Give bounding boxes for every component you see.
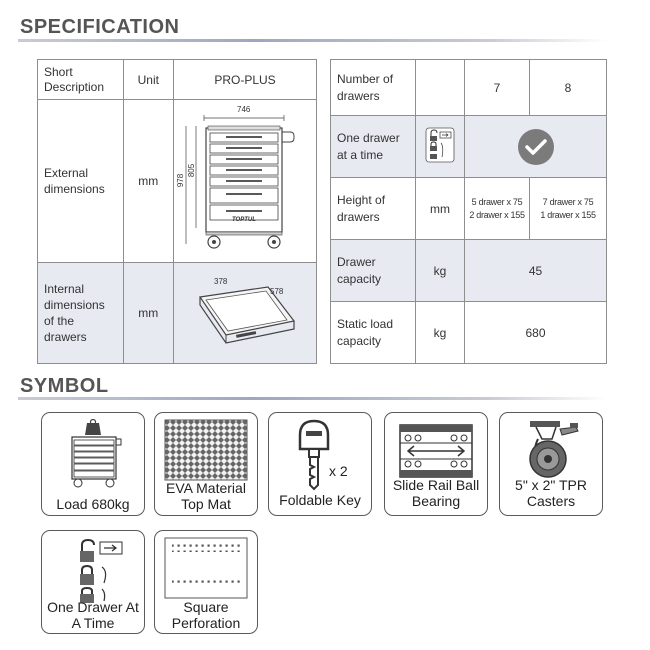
- symbol-eva-mat: [154, 412, 258, 516]
- static-load-label: Static load capacity: [331, 302, 416, 364]
- table-row-internal: [38, 263, 317, 364]
- internal-dimensions-label: Internal dimensions of the drawers: [38, 263, 124, 364]
- row-static-load: [331, 302, 607, 364]
- spec-table-right: [330, 59, 607, 364]
- symbol-casters-line2: Casters: [526, 493, 576, 509]
- height-body-dimension: 805: [187, 163, 197, 178]
- symbol-eva-line2: Top Mat: [181, 496, 231, 512]
- height-8-line2: 1 drawer x 155: [540, 209, 596, 220]
- cabinet-drawing: [174, 106, 316, 256]
- number-of-drawers-label: Number of drawers: [331, 60, 416, 116]
- drawer-lock-icon: [425, 127, 455, 163]
- drawer-capacity-unit: kg: [416, 240, 465, 302]
- row-number-of-drawers: [331, 60, 607, 116]
- table-header-row: [38, 60, 317, 100]
- symbol-one-drawer-line2: A Time: [71, 615, 115, 631]
- cabinet-drawing-cell: [174, 100, 317, 263]
- slide-rail-bearing-icon: [396, 423, 476, 479]
- number-of-drawers-8: 8: [530, 60, 607, 116]
- caster-wheel-icon: [516, 417, 586, 483]
- symbol-slide-rail: [384, 412, 488, 516]
- drawer-drawing-cell: [174, 263, 317, 364]
- number-of-drawers-7: 7: [465, 60, 530, 116]
- specification-heading: SPECIFICATION: [20, 16, 180, 38]
- drawer-depth-dimension: 378: [214, 277, 228, 286]
- symbol-casters-line1: 5" x 2" TPR: [515, 477, 587, 493]
- static-load-value: 680: [465, 302, 607, 364]
- width-dimension: 746: [237, 105, 251, 114]
- external-dimensions-unit: mm: [123, 100, 173, 263]
- drawer-capacity-value: 45: [465, 240, 607, 302]
- height-8-drawers-cell: [530, 178, 607, 240]
- symbol-slide-rail-label: [385, 477, 487, 509]
- tool-cabinet-icon: [174, 106, 316, 256]
- symbol-slide-rail-line2: Bearing: [411, 493, 461, 509]
- height-8-line1: 7 drawer x 75: [542, 196, 594, 207]
- key-icon: [297, 419, 331, 491]
- symbol-casters: [499, 412, 603, 516]
- symbol-perforation-line2: Perforation: [171, 615, 241, 631]
- symbol-one-drawer: [41, 530, 145, 634]
- drawer-length-dimension: 578: [270, 287, 284, 296]
- height-7-drawers-cell: [465, 178, 530, 240]
- drawer-tray-icon: [190, 273, 300, 353]
- height-of-drawers-unit: mm: [416, 178, 465, 240]
- symbol-heading: SYMBOL: [20, 375, 109, 397]
- symbol-eva-line1: EVA Material: [166, 480, 246, 496]
- one-drawer-icon-cell: [416, 116, 465, 178]
- col-model: PRO-PLUS: [174, 60, 317, 100]
- symbol-key-count: x 2: [329, 463, 348, 479]
- symbol-foldable-key: [268, 412, 372, 516]
- symbol-one-drawer-label: [42, 599, 144, 631]
- drawer-capacity-label: Drawer capacity: [331, 240, 416, 302]
- height-of-drawers-label: Height of drawers: [331, 178, 416, 240]
- drawer-drawing: [190, 273, 300, 353]
- symbol-casters-label: [500, 477, 602, 509]
- one-drawer-label: One drawer at a time: [331, 116, 416, 178]
- col-unit: Unit: [123, 60, 173, 100]
- load-cabinet-icon: [58, 419, 128, 489]
- eva-mat-pattern-icon: [164, 419, 248, 481]
- brand-logo: TOPTUL: [232, 217, 256, 223]
- symbol-perforation-label: [155, 599, 257, 631]
- height-7-line2: 2 drawer x 155: [469, 209, 525, 220]
- symbol-key-label: Foldable Key: [279, 492, 361, 508]
- symbol-divider: [18, 397, 608, 400]
- spec-table-left: [37, 59, 317, 364]
- height-7-line1: 5 drawer x 75: [471, 196, 523, 207]
- row-drawer-capacity: [331, 240, 607, 302]
- symbol-perforation-line1: Square: [183, 599, 229, 615]
- symbol-load: [41, 412, 145, 516]
- height-total-dimension: 978: [176, 173, 186, 188]
- col-short-description: Short Description: [38, 60, 124, 100]
- static-load-unit: kg: [416, 302, 465, 364]
- symbol-load-label: Load 680kg: [56, 496, 130, 512]
- one-drawer-check-cell: [465, 116, 607, 178]
- check-icon: [518, 129, 554, 165]
- row-one-drawer: [331, 116, 607, 178]
- internal-dimensions-unit: mm: [123, 263, 173, 364]
- table-row-external: [38, 100, 317, 263]
- external-dimensions-label: External dimensions: [38, 100, 124, 263]
- symbol-eva-label: [155, 480, 257, 512]
- perforation-panel-icon: [164, 537, 248, 599]
- number-of-drawers-unit: [416, 60, 465, 116]
- specification-divider: [18, 39, 608, 42]
- one-drawer-lock-icon: [58, 537, 128, 603]
- symbol-one-drawer-line1: One Drawer At: [47, 599, 139, 615]
- row-height-of-drawers: [331, 178, 607, 240]
- symbol-slide-rail-line1: Slide Rail Ball: [392, 477, 480, 493]
- symbol-square-perforation: [154, 530, 258, 634]
